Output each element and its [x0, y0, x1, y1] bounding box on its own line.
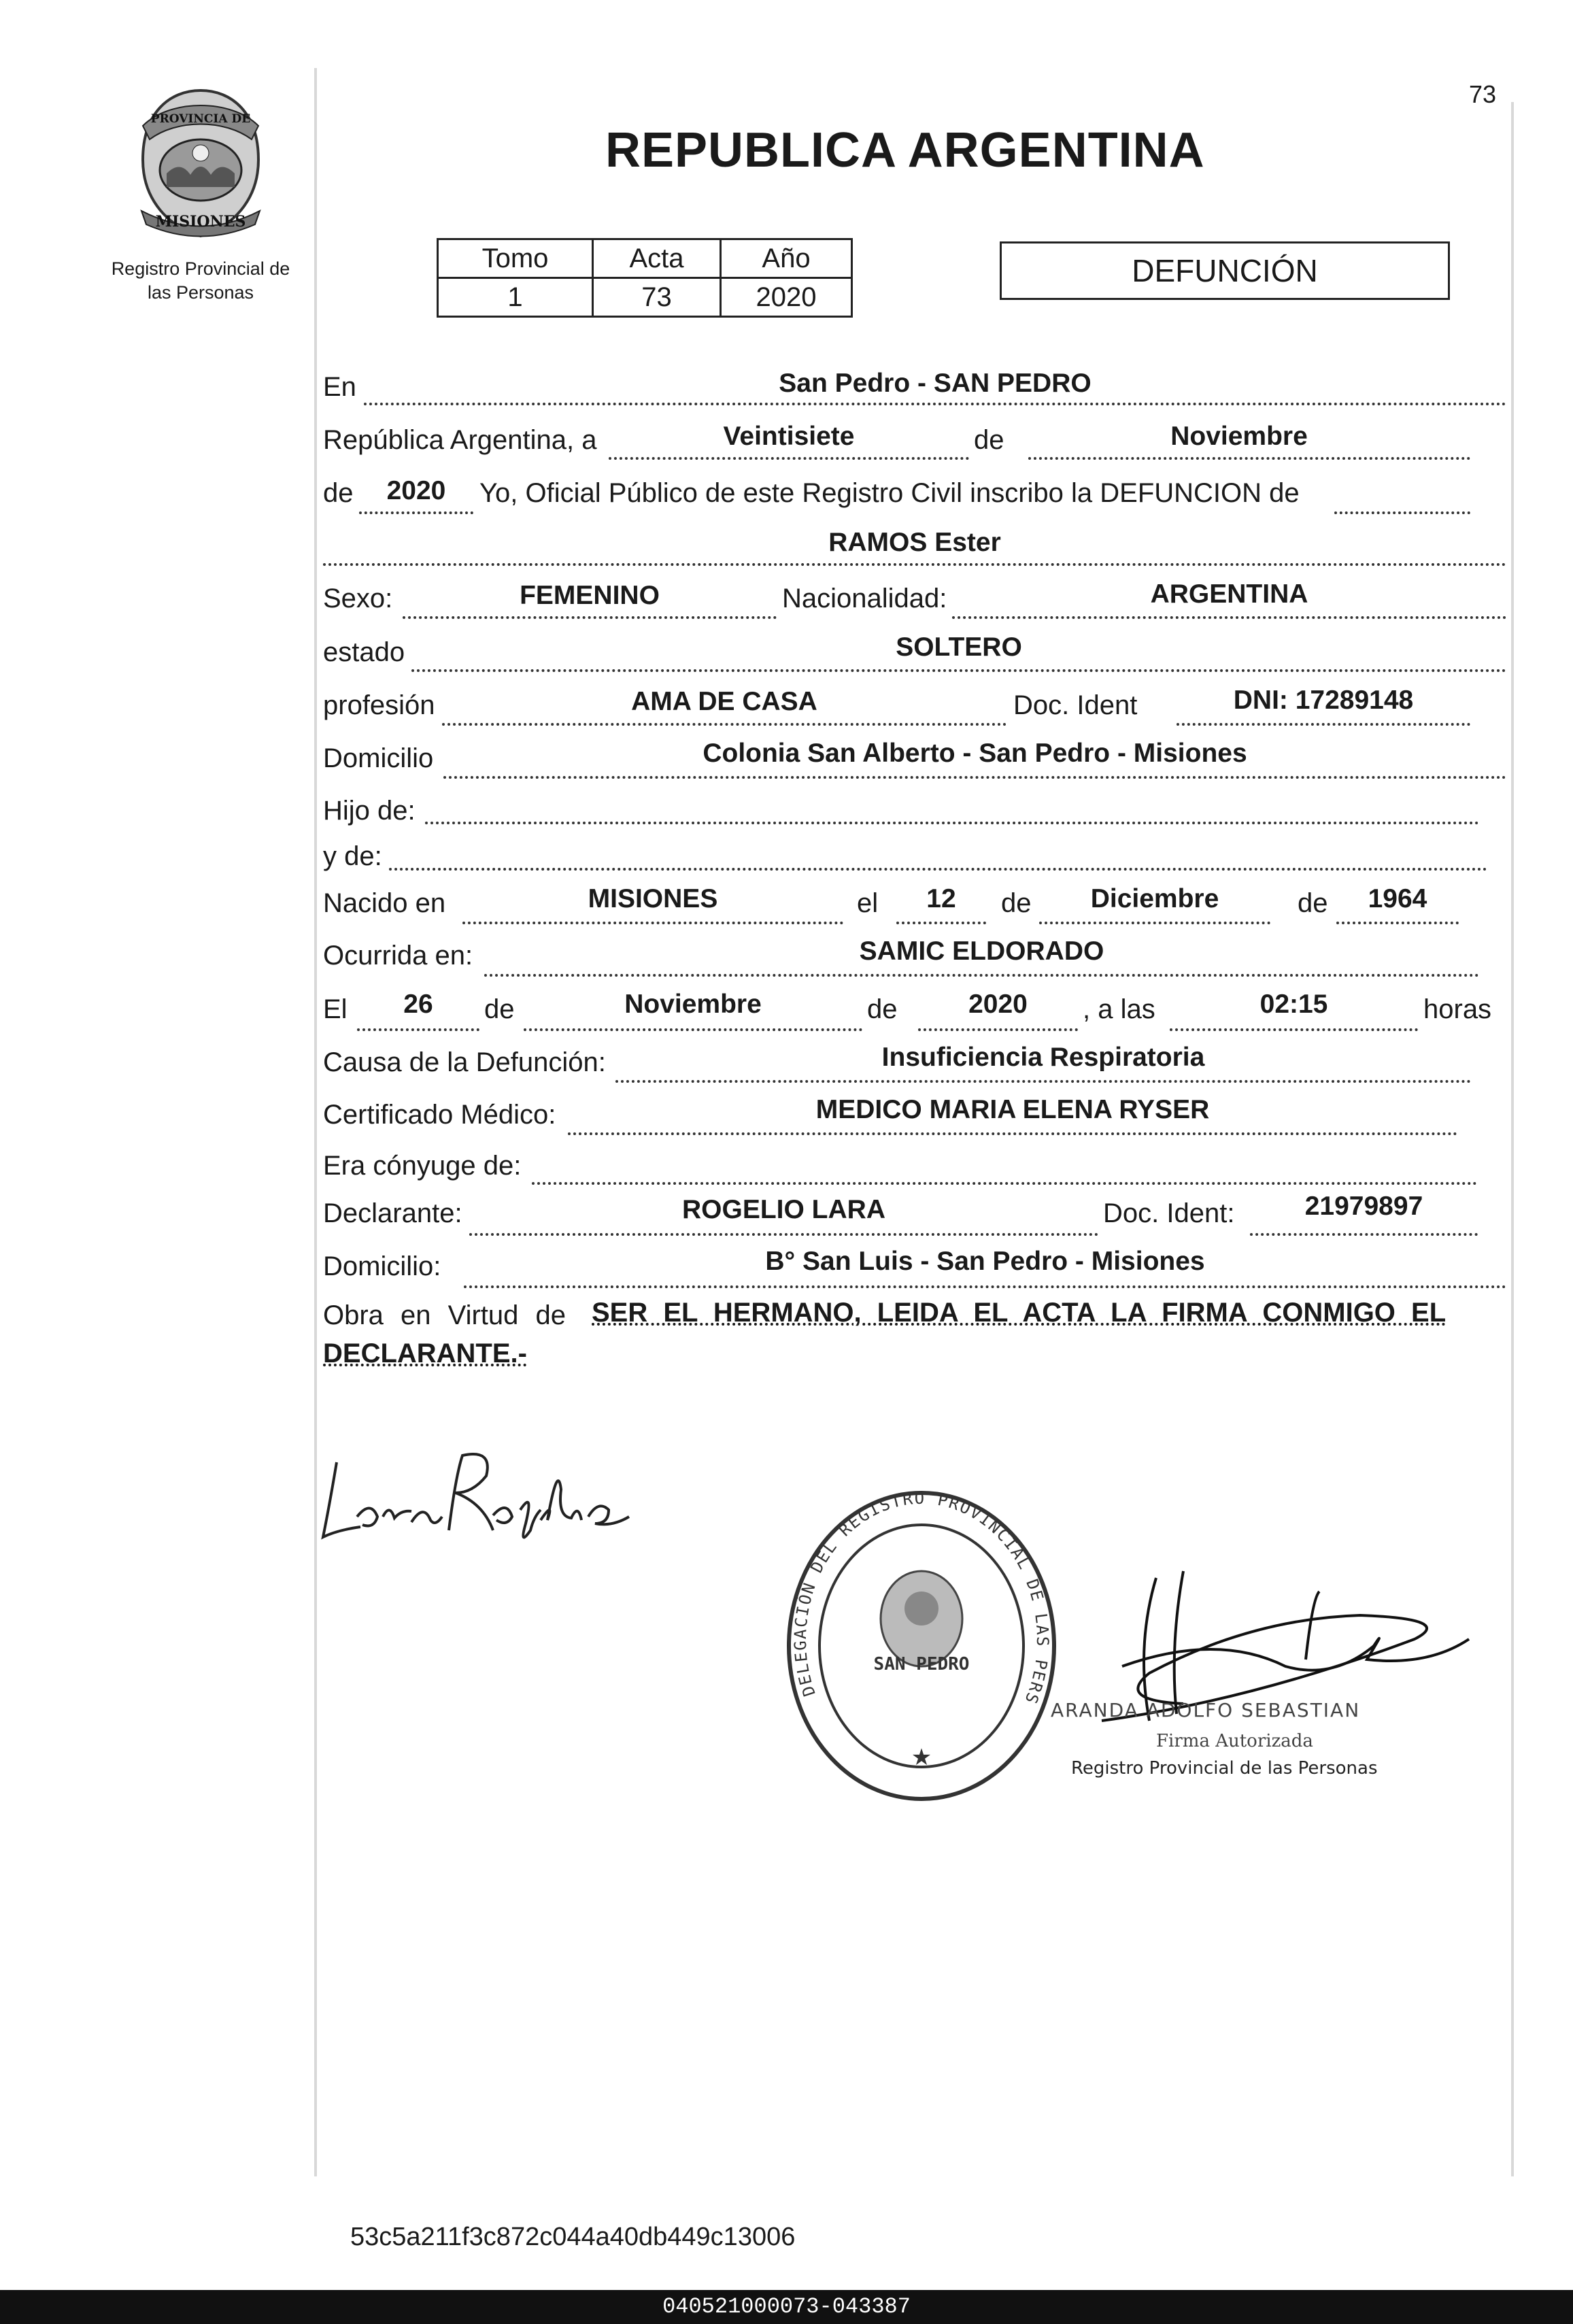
- value-birth-month: Diciembre: [1090, 884, 1219, 913]
- dotted-line: [442, 723, 1007, 726]
- value-death-year: 2020: [968, 990, 1028, 1019]
- dotted-line: [389, 868, 1487, 871]
- label-certificado: Certificado Médico:: [323, 1100, 556, 1130]
- dotted-line: [1250, 1233, 1478, 1236]
- svg-text:★: ★: [911, 1745, 932, 1770]
- label-domicilio-declarante: Domicilio:: [323, 1251, 441, 1281]
- record-table-cell: 1: [438, 278, 593, 317]
- label-obra: Obra en Virtud de: [323, 1300, 566, 1330]
- label-nacido-en: Nacido en: [323, 888, 446, 918]
- record-table-value-row: [438, 278, 852, 317]
- dotted-line: [462, 922, 843, 924]
- dotted-line: [615, 1080, 1471, 1083]
- label-causa: Causa de la Defunción:: [323, 1047, 606, 1077]
- label-doc-ident: Doc. Ident: [1013, 690, 1138, 720]
- record-table-header-row: [438, 239, 852, 278]
- label-el: el: [857, 888, 879, 918]
- dotted-line: [411, 669, 1506, 672]
- document-hash: 53c5a211f3c872c044a40db449c13006: [350, 2223, 796, 2251]
- dotted-line: [443, 776, 1506, 779]
- value-obra-line2: DECLARANTE.-: [323, 1338, 527, 1368]
- dotted-line: [1170, 1028, 1418, 1031]
- value-nacionalidad: ARGENTINA: [1150, 579, 1308, 609]
- dotted-line: [532, 1182, 1477, 1185]
- label-en: En: [323, 372, 356, 402]
- declarant-signature: [309, 1435, 636, 1551]
- dotted-line: [359, 511, 473, 514]
- value-estado: SOLTERO: [896, 633, 1022, 662]
- dotted-line: [1334, 511, 1470, 514]
- value-ocurrida-en: SAMIC ELDORADO: [859, 937, 1104, 966]
- dotted-line: [357, 1028, 479, 1031]
- record-table-cell: 73: [593, 278, 721, 317]
- svg-text:MISIONES: MISIONES: [155, 213, 246, 231]
- label-domicilio: Domicilio: [323, 743, 434, 773]
- value-profesion: AMA DE CASA: [631, 687, 817, 716]
- dotted-line: [952, 616, 1506, 619]
- record-table-header: Acta: [593, 239, 721, 278]
- dotted-line: [1177, 723, 1470, 726]
- label-y-de: y de:: [323, 841, 382, 871]
- label-declarante: Declarante:: [323, 1198, 462, 1228]
- record-type-box: DEFUNCIÓN: [1000, 241, 1450, 300]
- label-ocurrida-en: Ocurrida en:: [323, 941, 473, 971]
- misiones-logo: [129, 85, 272, 241]
- dotted-line: [484, 974, 1479, 977]
- value-doc-ident: DNI: 17289148: [1233, 686, 1414, 715]
- value-year: 2020: [386, 476, 446, 505]
- value-death-month: Noviembre: [624, 990, 762, 1019]
- page-number: 73: [1469, 80, 1497, 108]
- label-hijo-de: Hijo de:: [323, 796, 416, 826]
- label-estado: estado: [323, 637, 405, 667]
- svg-text:PROVINCIA DE: PROVINCIA DE: [150, 112, 251, 126]
- right-margin-line: [1511, 102, 1514, 2176]
- value-birth-year: 1964: [1368, 884, 1427, 913]
- label-sexo: Sexo:: [323, 584, 393, 613]
- record-table-cell: 2020: [721, 278, 852, 317]
- value-domicilio: Colonia San Alberto - San Pedro - Misiones: [703, 739, 1247, 768]
- value-nacido-en: MISIONES: [588, 884, 718, 913]
- label-yo-oficial: Yo, Oficial Público de este Registro Civil inscribo la DEFUNCION de: [479, 478, 1300, 508]
- dotted-line: [896, 922, 986, 924]
- value-place: San Pedro - SAN PEDRO: [779, 369, 1092, 398]
- value-death-day: 26: [403, 990, 433, 1019]
- value-sexo: FEMENINO: [520, 581, 660, 610]
- value-month-text: Noviembre: [1170, 422, 1308, 451]
- label-de: de: [974, 425, 1004, 455]
- value-declarante-domicilio: B° San Luis - San Pedro - Misiones: [765, 1247, 1205, 1276]
- label-nacionalidad: Nacionalidad:: [782, 584, 947, 613]
- label-doc-ident-declarante: Doc. Ident:: [1103, 1198, 1235, 1228]
- dotted-line: [425, 822, 1479, 824]
- official-stamp: [779, 1486, 1064, 1806]
- record-table-header: Año: [721, 239, 852, 278]
- label-el-death: El: [323, 994, 348, 1024]
- registry-label: [85, 257, 316, 305]
- dotted-line: [1028, 457, 1470, 460]
- official-role: Firma Autorizada: [1156, 1731, 1313, 1751]
- dotted-line: [609, 457, 969, 460]
- value-declarante-doc: 21979897: [1304, 1192, 1423, 1221]
- value-certificado: MEDICO MARIA ELENA RYSER: [815, 1095, 1210, 1124]
- dotted-line: [364, 403, 1506, 405]
- dotted-line: [323, 563, 1506, 566]
- dotted-line: [403, 616, 777, 619]
- footer-code: 040521000073-043387: [0, 2290, 1573, 2324]
- official-office: Registro Provincial de las Personas: [1071, 1758, 1378, 1779]
- label-de-death-month: de: [484, 994, 515, 1024]
- svg-text:SAN PEDRO: SAN PEDRO: [873, 1654, 970, 1674]
- page-title: REPUBLICA ARGENTINA: [605, 123, 1205, 178]
- value-deceased-name: RAMOS Ester: [828, 528, 1001, 557]
- svg-text:DELEGACIÓN DEL REGISTRO PROVIN: DELEGACIÓN DEL REGISTRO PROVINCIAL DE LAS PERS: [790, 1488, 1053, 1708]
- label-de-birth-month: de: [1001, 888, 1032, 918]
- official-name: ARANDA ADOLFO SEBASTIAN: [1051, 1699, 1361, 1721]
- label-de-death-year: de: [867, 994, 898, 1024]
- dotted-line: [464, 1285, 1506, 1288]
- label-a-las: , a las: [1083, 994, 1155, 1024]
- value-causa: Insuficiencia Respiratoria: [881, 1043, 1205, 1072]
- value-day-text: Veintisiete: [723, 422, 855, 451]
- value-obra-line1: SER EL HERMANO, LEIDA EL ACTA LA FIRMA CONMIGO EL: [592, 1298, 1447, 1328]
- record-table-header: Tomo: [438, 239, 593, 278]
- value-death-time: 02:15: [1259, 990, 1328, 1019]
- dotted-line: [1039, 922, 1270, 924]
- label-profesion: profesión: [323, 690, 435, 720]
- label-horas: horas: [1423, 994, 1492, 1024]
- left-margin-line: [314, 68, 317, 2176]
- dotted-line: [1336, 922, 1459, 924]
- dotted-line: [469, 1233, 1098, 1236]
- record-table: [437, 238, 853, 318]
- dotted-line: [524, 1028, 862, 1031]
- dotted-line: [918, 1028, 1078, 1031]
- dotted-line: [568, 1132, 1457, 1135]
- label-republica: República Argentina, a: [323, 425, 597, 455]
- registry-label-line2: las Personas: [147, 282, 254, 303]
- label-conyuge: Era cónyuge de:: [323, 1151, 522, 1181]
- label-de-birth-year: de: [1298, 888, 1328, 918]
- value-declarante: ROGELIO LARA: [682, 1195, 885, 1224]
- registry-label-line1: Registro Provincial de: [111, 258, 290, 279]
- label-de-year: de: [323, 478, 354, 508]
- value-birth-day: 12: [926, 884, 956, 913]
